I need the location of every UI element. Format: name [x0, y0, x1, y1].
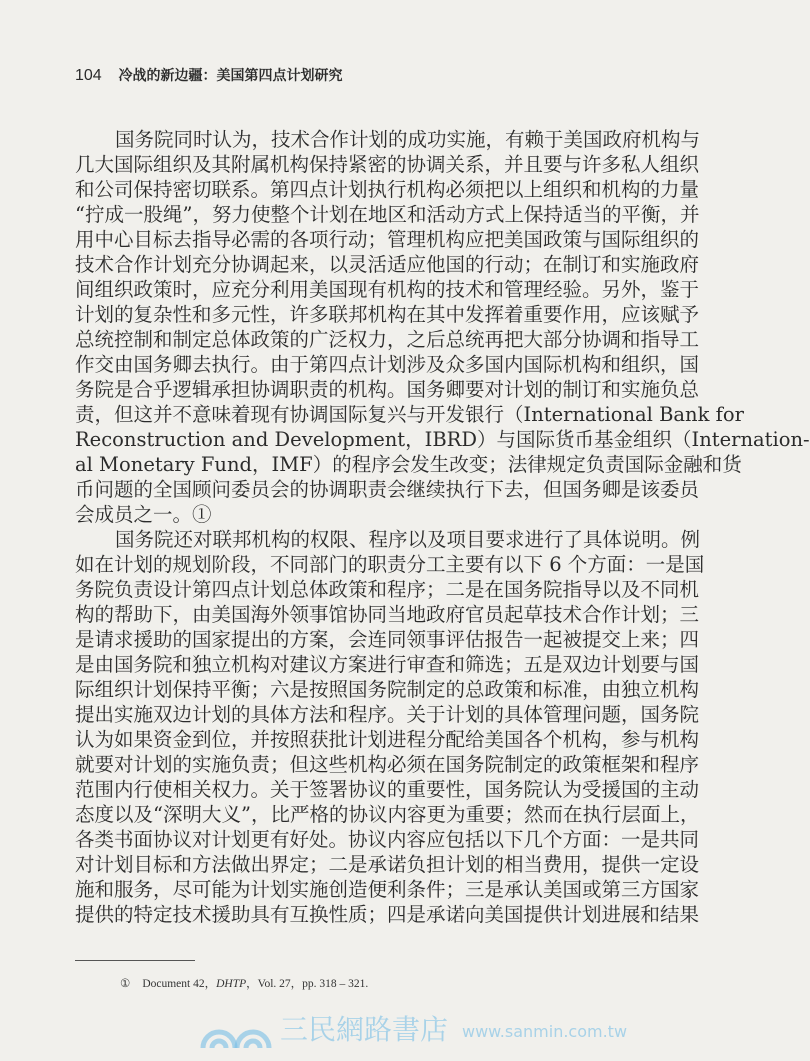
text-line: 如在计划的规划阶段，不同部门的职责分工主要有以下 6 个方面：一是国: [75, 553, 705, 576]
footnote-divider: [75, 960, 195, 961]
text-line: 作交由国务卿去执行。由于第四点计划涉及众多国内国际机构和组织，国: [75, 353, 700, 376]
text-line: 几大国际组织及其附属机构保持紧密的协调关系，并且要与许多私人组织: [75, 153, 700, 176]
text-line: 际组织计划保持平衡；六是按照国务院制定的总政策和标准，由独立机构: [75, 678, 700, 701]
text-line: 总统控制和制定总体政策的广泛权力，之后总统再把大部分协调和指导工: [75, 328, 700, 351]
text-line: 提出实施双边计划的具体方法和程序。关于计划的具体管理问题，国务院: [75, 703, 700, 726]
text-line: 用中心目标去指导必需的各项行动；管理机构应把美国政策与国际组织的: [75, 228, 700, 251]
text-line: 范围内行使相关权力。关于签署协议的重要性，国务院认为受援国的主动: [75, 778, 700, 801]
text-line: 币问题的全国顾问委员会的协调职责会继续执行下去，但国务卿是该委员: [75, 478, 700, 501]
text-line: 国务院同时认为，技术合作计划的成功实施，有赖于美国政府机构与: [115, 128, 701, 151]
text-line: 间组织政策时，应充分利用美国现有机构的技术和管理经验。另外，鉴于: [75, 278, 700, 301]
footnote-source: DHTP: [216, 978, 247, 990]
text-line: 技术合作计划充分协调起来，以灵活适应他国的行动；在制订和实施政府: [75, 253, 700, 276]
text-line: 构的帮助下，由美国海外领事馆协同当地政府官员起草技术合作计划；三: [75, 603, 700, 626]
footnote-mark: ①: [120, 978, 131, 990]
body-text: [75, 127, 810, 927]
text-line: 会成员之一。①: [75, 503, 212, 526]
watermark-name: 三民網路書店: [280, 1013, 449, 1046]
text-line: 计划的复杂性和多元性，许多联邦机构在其中发挥着重要作用，应该赋予: [75, 303, 700, 326]
watermark: [200, 1010, 628, 1054]
text-line: 务院是合乎逻辑承担协调职责的机构。国务卿要对计划的制订和实施负总: [75, 378, 700, 401]
text-line: 国务院还对联邦机构的权限、程序以及项目要求进行了具体说明。例: [115, 528, 701, 551]
text-line: 对计划目标和方法做出界定；二是承诺负担计划的相当费用，提供一定设: [75, 853, 700, 876]
text-line: “拧成一股绳”，努力使整个计划在地区和活动方式上保持适当的平衡，并: [75, 203, 700, 226]
watermark-logo-icon: [200, 1016, 272, 1048]
footnote: [120, 976, 368, 992]
text-line: 是请求援助的国家提出的方案，会连同领事评估报告一起被提交上来；四: [75, 628, 700, 651]
text-line: 认为如果资金到位，并按照获批计划进程分配给美国各个机构，参与机构: [75, 728, 700, 751]
text-line: 态度以及“深明大义”，比严格的协议内容更为重要；然而在执行层面上，: [75, 803, 700, 826]
paragraph-1: [75, 127, 810, 527]
text-line: 责，但这并不意味着现有协调国际复兴与开发银行（International Bank for: [75, 403, 744, 426]
text-line: 施和服务，尽可能为计划实施创造便利条件；三是承认美国或第三方国家: [75, 878, 700, 901]
footnote-text: Document 42，: [142, 978, 217, 990]
watermark-url: www.sanmin.com.tw: [462, 1022, 628, 1041]
text-line: 务院负责设计第四点计划总体政策和程序；二是在国务院指导以及不同机: [75, 578, 700, 601]
book-title: 冷战的新边疆：美国第四点计划研究: [118, 68, 343, 84]
text-line: 各类书面协议对计划更有好处。协议内容应包括以下几个方面：一是共同: [75, 828, 700, 851]
footnote-pages: ，Vol. 27，pp. 318 – 321.: [246, 978, 369, 990]
paragraph-2: [75, 527, 705, 927]
text-line: al Monetary Fund，IMF）的程序会发生改变；法律规定负责国际金融和货: [75, 453, 742, 476]
page-number: 104: [75, 67, 102, 84]
running-header: [75, 64, 342, 87]
text-line: 提供的特定技术援助具有互换性质；四是承诺向美国提供计划进展和结果: [75, 903, 700, 926]
text-line: 就要对计划的实施负责；但这些机构必须在国务院制定的政策框架和程序: [75, 753, 700, 776]
text-line: 和公司保持密切联系。第四点计划执行机构必须把以上组织和机构的力量: [75, 178, 700, 201]
text-line: 是由国务院和独立机构对建议方案进行审查和筛选；五是双边计划要与国: [75, 653, 700, 676]
text-line: Reconstruction and Development，IBRD）与国际货币基金组织（Internation-: [75, 428, 810, 451]
